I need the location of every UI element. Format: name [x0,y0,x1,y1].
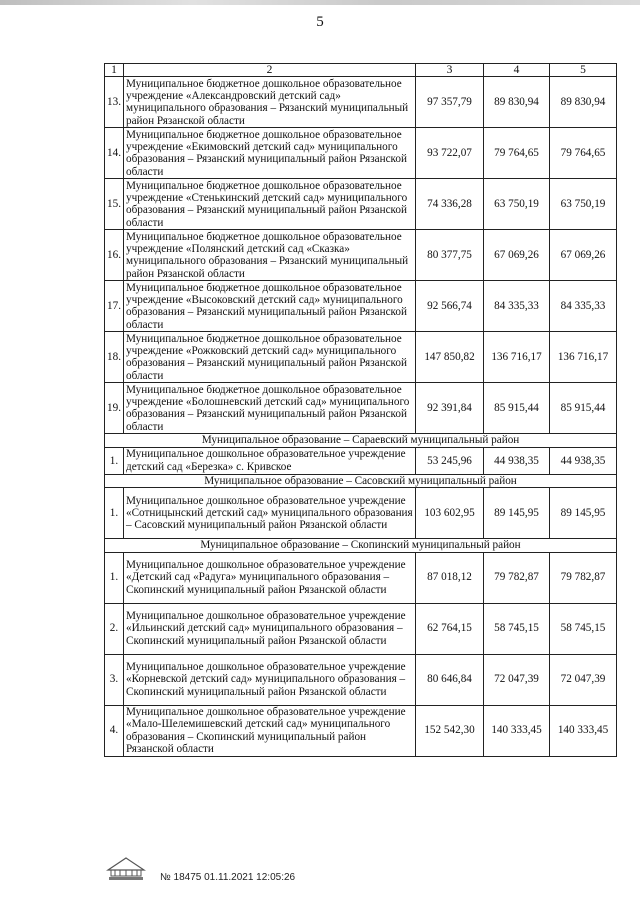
value-col-5: 72 047,39 [550,654,617,705]
header-col-3: 3 [416,64,484,77]
institution-name: Муниципальное дошкольное образовательное учреждение «Детский сад «Радуга» муниципального образования – Скопинский муниципальный район Рязанской области [124,552,416,603]
institution-name: Муниципальное дошкольное образовательное учреждение детский сад «Березка» с. Кривское [124,447,416,474]
value-col-3: 87 018,12 [416,552,484,603]
value-col-3: 97 357,79 [416,77,484,128]
section-title: Муниципальное образование – Скопинский муниципальный район [105,539,617,552]
value-col-5: 44 938,35 [550,447,617,474]
institution-name: Муниципальное бюджетное дошкольное образовательное учреждение «Стенькинский детский сад» муниципального образования – Рязанский муниципальный район Рязанской области [124,179,416,230]
table-row [105,230,617,281]
value-col-5: 136 716,17 [550,332,617,383]
value-col-4: 79 764,65 [484,128,550,179]
header-col-2: 2 [124,64,416,77]
value-col-3: 152 542,30 [416,705,484,756]
header-col-5: 5 [550,64,617,77]
value-col-3: 92 566,74 [416,281,484,332]
value-col-4: 63 750,19 [484,179,550,230]
value-col-3: 92 391,84 [416,383,484,434]
value-col-4: 72 047,39 [484,654,550,705]
section-header-sasovsky [105,474,617,487]
table-row [105,128,617,179]
row-number: 15. [105,179,124,230]
value-col-4: 84 335,33 [484,281,550,332]
value-col-5: 89 145,95 [550,488,617,539]
row-number: 1. [105,447,124,474]
table-row [105,488,617,539]
institution-name: Муниципальное бюджетное дошкольное образовательное учреждение «Рожковский детский сад» муниципального образования – Рязанский муниципальный район Рязанской области [124,332,416,383]
institution-name: Муниципальное бюджетное дошкольное образовательное учреждение «Болошневский детский сад» муниципального образования – Рязанский муниципальный район Рязанской области [124,383,416,434]
row-number: 17. [105,281,124,332]
table-row [105,603,617,654]
row-number: 1. [105,488,124,539]
section-header-saraevsky [105,434,617,447]
table-row [105,383,617,434]
row-number: 2. [105,603,124,654]
value-col-5: 63 750,19 [550,179,617,230]
value-col-4: 89 830,94 [484,77,550,128]
value-col-5: 140 333,45 [550,705,617,756]
table-row [105,332,617,383]
table-row [105,654,617,705]
table-row [105,179,617,230]
row-number: 4. [105,705,124,756]
value-col-3: 103 602,95 [416,488,484,539]
value-col-3: 62 764,15 [416,603,484,654]
document-footer [104,852,404,888]
row-number: 19. [105,383,124,434]
value-col-4: 44 938,35 [484,447,550,474]
value-col-3: 147 850,82 [416,332,484,383]
value-col-5: 85 915,44 [550,383,617,434]
institution-name: Муниципальное бюджетное дошкольное образовательное учреждение «Екимовский детский сад» муниципального образования – Рязанский муниципальный район Рязанской области [124,128,416,179]
institution-name: Муниципальное дошкольное образовательное учреждение «Мало-Шелемишевский детский сад» муниципального образования – Скопинский муниципальный район Рязанской области [124,705,416,756]
value-col-4: 89 145,95 [484,488,550,539]
row-number: 14. [105,128,124,179]
value-col-3: 80 646,84 [416,654,484,705]
institution-name: Муниципальное бюджетное дошкольное образовательное учреждение «Александровский детский сад» муниципального образования – Рязанский муниципальный район Рязанской области [124,77,416,128]
value-col-5: 89 830,94 [550,77,617,128]
table-header-row [105,64,617,77]
row-number: 13. [105,77,124,128]
value-col-4: 58 745,15 [484,603,550,654]
document-registration-number: № 18475 01.11.2021 12:05:26 [160,872,296,883]
institution-name: Муниципальное дошкольное образовательное учреждение «Ильинский детский сад» муниципального образования – Скопинский муниципальный район Рязанской области [124,603,416,654]
value-col-3: 80 377,75 [416,230,484,281]
table-row [105,281,617,332]
institution-name: Муниципальное бюджетное дошкольное образовательное учреждение «Высоковский детский сад» муниципального образования – Рязанский муниципальный район Рязанской области [124,281,416,332]
header-col-4: 4 [484,64,550,77]
funding-table [104,63,617,757]
value-col-4: 79 782,87 [484,552,550,603]
value-col-5: 79 764,65 [550,128,617,179]
value-col-5: 67 069,26 [550,230,617,281]
value-col-4: 85 915,44 [484,383,550,434]
row-number: 3. [105,654,124,705]
header-col-1: 1 [105,64,124,77]
value-col-4: 67 069,26 [484,230,550,281]
section-title: Муниципальное образование – Сасовский муниципальный район [105,474,617,487]
institution-name: Муниципальное бюджетное дошкольное образовательное учреждение «Полянский детский сад «Сказка» муниципального образования – Рязанский муниципальный район Рязанской области [124,230,416,281]
page-number: 5 [316,14,324,30]
institution-name: Муниципальное дошкольное образовательное учреждение «Сотницынский детский сад» муниципального образования – Сасовский муниципальный район Рязанской области [124,488,416,539]
value-col-4: 140 333,45 [484,705,550,756]
table-row [105,705,617,756]
row-number: 1. [105,552,124,603]
value-col-4: 136 716,17 [484,332,550,383]
row-number: 16. [105,230,124,281]
value-col-3: 53 245,96 [416,447,484,474]
value-col-5: 84 335,33 [550,281,617,332]
institution-name: Муниципальное дошкольное образовательное учреждение «Корневской детский сад» муниципального образования – Скопинский муниципальный район Рязанской области [124,654,416,705]
value-col-5: 58 745,15 [550,603,617,654]
value-col-3: 74 336,28 [416,179,484,230]
table-row [105,77,617,128]
section-header-skopinsky [105,539,617,552]
value-col-5: 79 782,87 [550,552,617,603]
table-row [105,447,617,474]
scan-top-edge [0,0,640,5]
row-number: 18. [105,332,124,383]
value-col-3: 93 722,07 [416,128,484,179]
table-row [105,552,617,603]
section-title: Муниципальное образование – Сараевский муниципальный район [105,434,617,447]
electronic-registry-stamp-icon [104,852,148,882]
